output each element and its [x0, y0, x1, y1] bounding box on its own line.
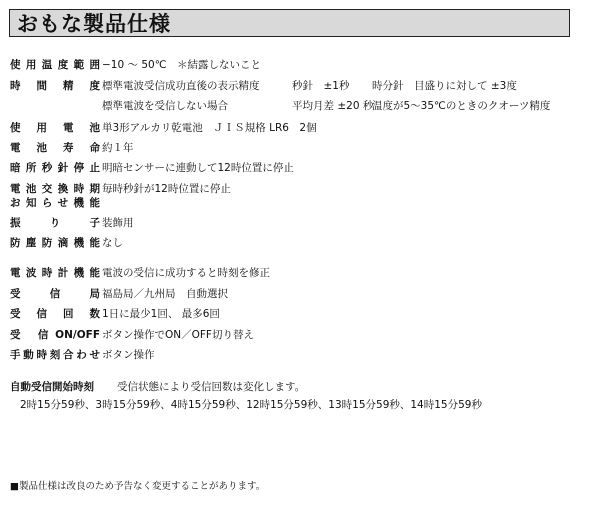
spec-value: 明暗センサーに連動して12時位置に停止 — [102, 162, 294, 174]
title-bar — [9, 9, 570, 37]
auto-receive-label: 自動受信開始時刻 — [10, 381, 94, 393]
spec-label: 電波時計機能 — [10, 267, 100, 279]
spec-label: 電 池 寿 命 — [10, 142, 100, 154]
auto-receive-note: 受信状態により受信回数は変化します。 — [117, 381, 306, 393]
accuracy-value-2b: 温度が5～35℃のときのクオーツ精度 — [372, 100, 551, 112]
spec-value: 約１年 — [102, 142, 134, 154]
spec-label: 暗所秒針停止 — [10, 162, 100, 174]
spec-label: 受 信ON/OFF — [10, 329, 100, 341]
accuracy-value-2a: 平均月差 ±20 秒 — [292, 100, 374, 112]
spec-label: お知らせ機能 — [10, 197, 100, 209]
spec-label: 時 間 精 度 — [10, 80, 100, 92]
spec-value: ボタン操作 — [102, 349, 155, 361]
spec-label: 受 信 回 数 — [10, 308, 100, 320]
auto-receive-times: 2時15分59秒、3時15分59秒、4時15分59秒、12時15分59秒、13時15分59秒、14時15分59秒 — [20, 399, 482, 411]
spec-value: なし — [102, 237, 123, 249]
spec-label: 使用温度範囲 — [10, 59, 100, 71]
spec-value: 電波の受信に成功すると時刻を修正 — [102, 267, 270, 279]
page-title: おもな製品仕様 — [17, 12, 171, 36]
spec-label: 手動時刻合わせ — [10, 349, 100, 361]
accuracy-value-1b: 時分針 目盛りに対して ±3度 — [372, 80, 517, 92]
accuracy-cond-2: 標準電波を受信しない場合 — [102, 100, 228, 112]
accuracy-cond-1: 標準電波受信成功直後の表示精度 — [102, 80, 260, 92]
spec-value: 単3形アルカリ乾電池 ＪＩＳ規格 LR6 2個 — [102, 122, 317, 134]
spec-value: 毎時秒針が12時位置に停止 — [102, 183, 231, 195]
spec-value: −10 ～ 50℃ ＊結露しないこと — [102, 59, 261, 71]
spec-label: 受 信 局 — [10, 288, 100, 300]
spec-value: ボタン操作でON／OFF切り替え — [102, 329, 254, 341]
footer-note: ■製品仕様は改良のため予告なく変更することがあります。 — [10, 481, 266, 492]
spec-label: 振 り 子 — [10, 217, 100, 229]
accuracy-value-1a: 秒針 ±1秒 — [292, 80, 350, 92]
spec-value: 1日に最少1回、 最多6回 — [102, 308, 220, 320]
spec-label: 使 用 電 池 — [10, 122, 100, 134]
spec-label: 電池交換時期 — [10, 183, 100, 195]
spec-value: 装飾用 — [102, 217, 134, 229]
spec-value: 福島局／九州局 自動選択 — [102, 288, 228, 300]
spec-label: 防塵防滴機能 — [10, 237, 100, 249]
